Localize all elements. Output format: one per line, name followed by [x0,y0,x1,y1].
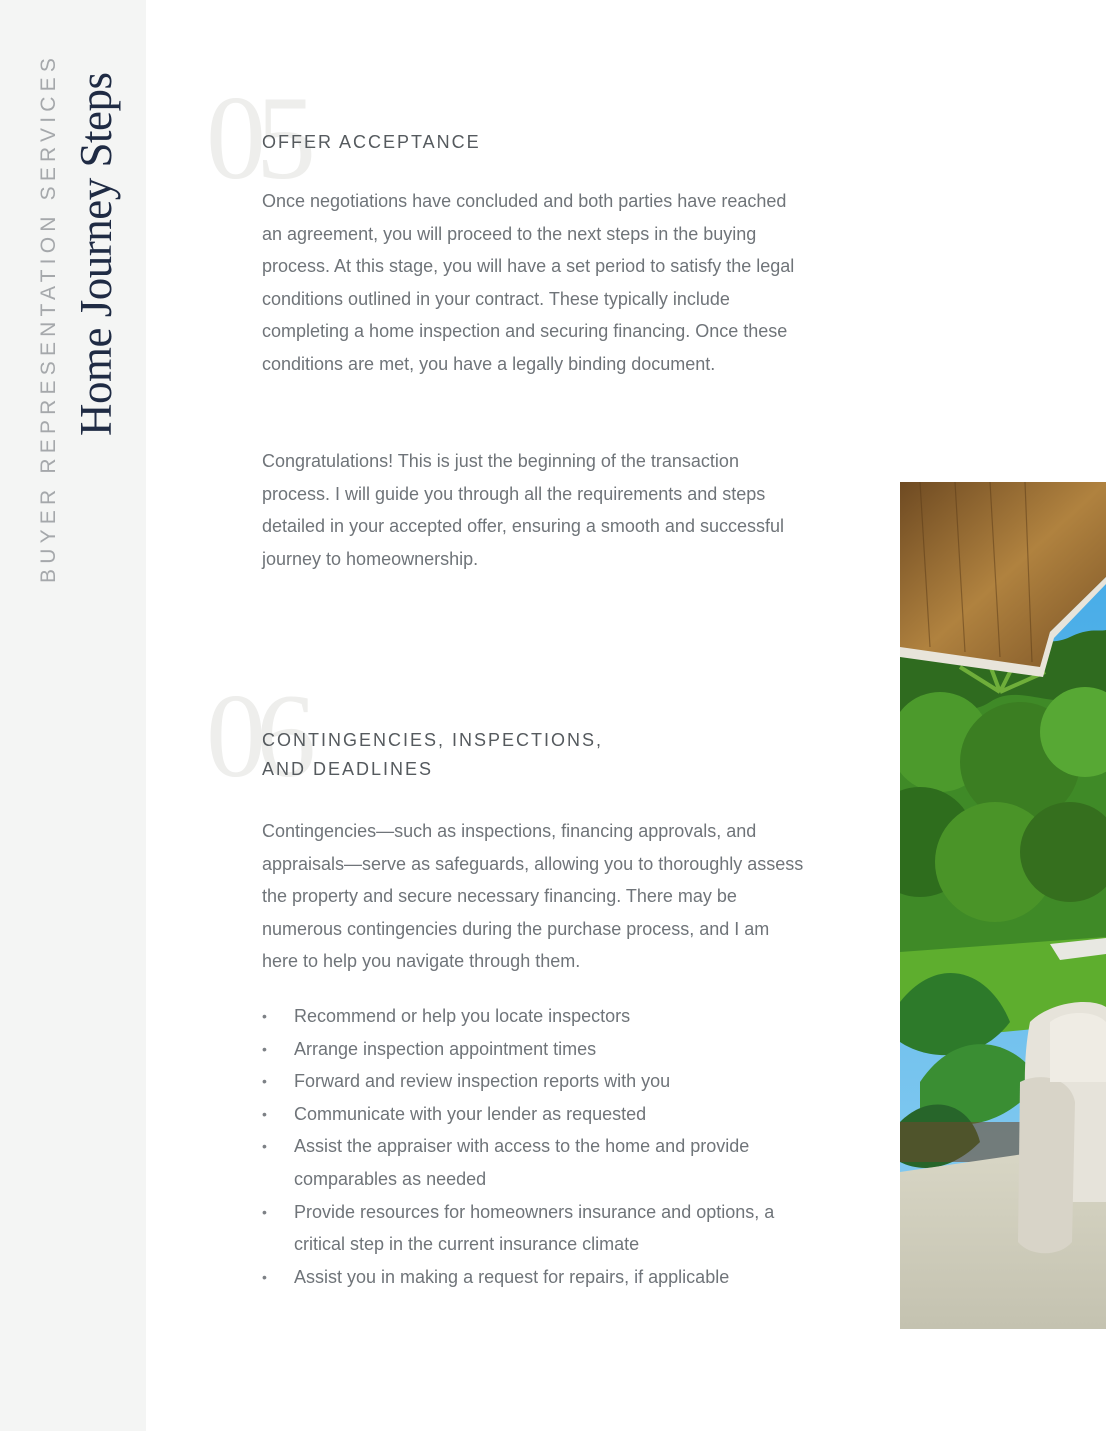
contingency-task-list [262,1000,802,1293]
list-item-text: Arrange inspection appointment times [294,1038,597,1059]
list-item [262,1065,802,1098]
section-kicker: BUYER REPRESENTATION SERVICES [37,52,60,583]
list-item-text: Recommend or help you locate inspectors [294,1006,631,1026]
step-number-05: 05 [206,71,306,204]
bullet-icon: • [262,1268,267,1285]
bullet-icon: • [262,1138,267,1155]
list-item [262,1098,802,1131]
list-item-text: Assist the appraiser with access to the home and provide comparables as needed [294,1136,750,1189]
page-title: Home Journey Steps [71,72,121,436]
step-06-paragraph: Contingencies—such as inspections, financing approvals, and appraisals—serve as safeguards, allowing you to thoroughly assess the property and secure necessary financing. There may be numerous contingencies during the purchase process, and I am here to help you navigate through them. [262,821,804,972]
bullet-icon: • [262,1073,267,1090]
bullet-icon: • [262,1105,267,1122]
step-number-06: 06 [206,669,306,802]
patio-garden-photo [900,482,1106,1329]
step-heading-offer-acceptance: OFFER ACCEPTANCE [262,132,481,152]
bullet-icon: • [262,1008,267,1024]
bullet-icon: • [262,1040,267,1057]
list-item-text: Communicate with your lender as requested [294,1103,647,1124]
sidebar [0,0,146,1431]
list-item [262,1000,802,1033]
heading-line-2: AND DEADLINES [262,759,434,779]
step-05-paragraph-2: Congratulations! This is just the beginning of the transaction process. I will guide you through all the requirements and steps detailed in your accepted offer, ensuring a smooth and successful journey to homeownership. [262,451,784,569]
list-item-text: Assist you in making a request for repairs, if applicable [294,1266,730,1287]
list-item [262,1130,802,1195]
list-item [262,1196,802,1261]
heading-line-1: CONTINGENCIES, INSPECTIONS, [262,730,604,750]
bullet-icon: • [262,1203,267,1220]
step-05-paragraph-1: Once negotiations have concluded and both parties have reached an agreement, you will proceed to the next steps in the buying process. At this stage, you will have a set period to satisfy the legal conditions outlined in your contract. These typically include completing a home inspection and securing financing. Once these conditions are met, you have a legally binding document. [262,191,795,374]
list-item-text: Forward and review inspection reports with you [294,1071,671,1092]
step-heading-contingencies [262,726,682,784]
list-item-text: Provide resources for homeowners insurance and options, a critical step in the current insurance climate [294,1201,775,1255]
list-item [262,1033,802,1066]
list-item [262,1261,802,1294]
